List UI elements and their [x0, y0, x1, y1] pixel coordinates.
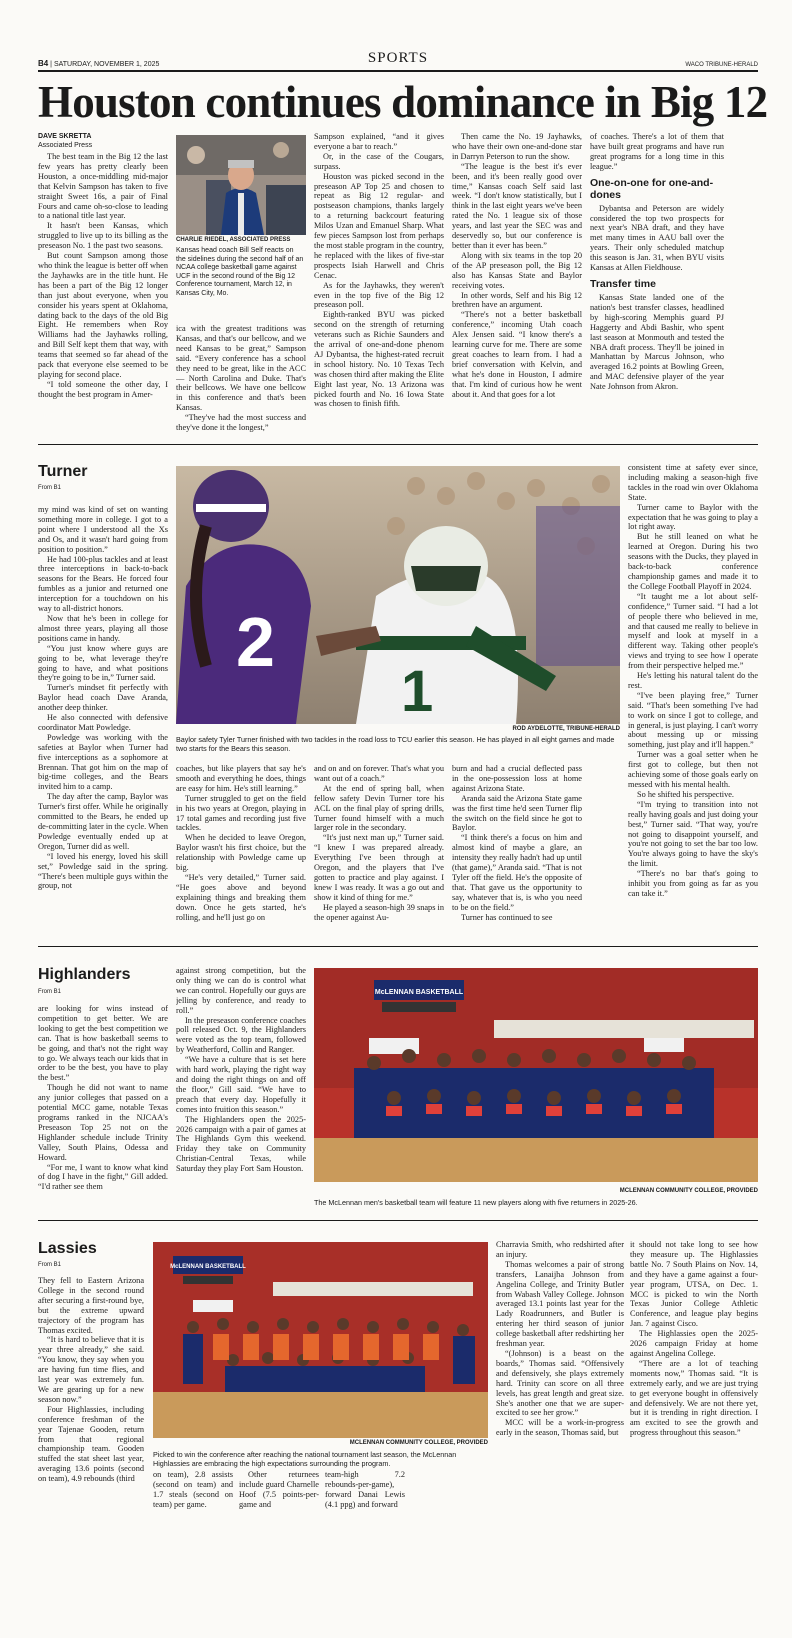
lead-headline: Houston continues dominance in Big 12	[38, 77, 768, 127]
lassies-photo-caption: Picked to win the conference after reaching the national tournament last season, the McLennan Highlassies are embracing the high expectations surrounding the program.	[153, 1450, 457, 1468]
paragraph: on team), 2.8 assists (second on team) and 1.7 steals (second on team) per game.	[153, 1470, 233, 1509]
lead-column-3	[314, 132, 444, 434]
paragraph: The Highlassies open the 2025-2026 campaign Friday at home against Angelina College.	[630, 1329, 758, 1358]
paragraph: Turner struggled to get on the field in his two years at Oregon, playing in 17 total games and recording just five tackles.	[176, 793, 306, 833]
paragraph: Powledge was working with the safeties at Baylor when Turner had five interceptions as a sophomore at Brennan. That got him on the map of big-time colleges, and the Bears invited him to a camp.	[38, 732, 168, 792]
section-divider	[38, 1220, 758, 1221]
paragraph: But count Sampson among those who think the league is better off when the Jayhawks are in the title hunt. He has been a part of the Big 12 longer than just about everyone, when you consider his years spent at Oklahoma, dating back to the days of the old Big Eight. He remembers when Roy Williams had the Jayhawks rolling, and Bill Self kept them that way, with teams that seemed so far ahead of the pack that everyone else seemed to be playing for second place.	[38, 251, 168, 379]
paragraph: coaches, but like players that say he's smooth and everything he does, things are easy for him. He's still learning.”	[176, 764, 306, 793]
byline-name: DAVE SKRETTA	[38, 133, 92, 140]
coach-photo-illustration	[176, 135, 306, 235]
paragraph: Turner was a goal setter when he first got to college, but then not achieving some of those goals early on messed with his mental health.	[628, 750, 758, 789]
turner-photo	[176, 466, 620, 724]
paragraph: It hasn't been Kansas, which struggled to live up to its billing as the preseason No. 1 the past two seasons.	[38, 221, 168, 251]
lead-photo-credit: CHARLIE RIEDEL, ASSOCIATED PRESS	[176, 237, 291, 243]
paragraph: In other words, Self and his Big 12 brethren have an argument.	[452, 290, 582, 310]
paragraph: “We have a culture that is set here with hard work, playing the right way and doing the right things on and off the floor,” Gill said. “We have to preach that every day. Hopefully it comes into fruition this season.”	[176, 1055, 306, 1114]
turner-column-1	[38, 505, 168, 937]
page-number: B4	[38, 59, 49, 68]
svg-text:1: 1	[401, 659, 434, 724]
lassies-column-4	[325, 1470, 405, 1638]
lead-column-5	[590, 132, 724, 434]
paragraph: Charravia Smith, who redshirted after an injury.	[496, 1240, 624, 1259]
paragraph: Turner came to Baylor with the expectation that he was going to play a lot right away.	[628, 502, 758, 532]
paragraph: are looking for wins instead of competition to get better. We are looking to get the best competition we can. That is how basketball seems to be going, and that's not the right way to go. We always teach our kids that in order to be the best, you have to play the best.”	[38, 1004, 168, 1083]
lassies-team-photo	[153, 1242, 488, 1438]
paragraph: MCC will be a work-in-progress early in the season, Thomas said, but	[496, 1418, 624, 1438]
paragraph: Turner's mindset fit perfectly with Baylor head coach Dave Aranda, another deep thinker.	[38, 683, 168, 713]
paragraph: Dybantsa and Peterson are widely considered the top two prospects for next year's NBA draft, and they have met many times in AAU ball over the years. Their only scheduled matchup this season is Jan. 31, when BYU visits Kansas at Allen Fieldhouse.	[590, 203, 724, 273]
lassies-column-1	[38, 1276, 144, 1638]
highlanders-photo-credit: MCLENNAN COMMUNITY COLLEGE, PROVIDED	[619, 1188, 758, 1194]
paragraph: But he still leaned on what he learned at Oregon. During his two seasons with the Ducks, they played in back-to-back conference championship games and made it to the College Football Playoff in 2024.	[628, 532, 758, 591]
section-name: SPORTS	[367, 50, 429, 66]
paragraph: Four Highlassies, including conference freshman of the year Tajenae Gooden, return from that regional championship team. Gooden stuffed the stat sheet last year, averaging 13.6 points (second on team), 4.9 rebounds (third	[38, 1404, 144, 1484]
highlanders-team-photo	[314, 968, 758, 1182]
turner-column-5	[628, 463, 758, 937]
turner-column-2	[176, 764, 306, 937]
paragraph: Kansas State landed one of the nation's best transfer classes, headlined by high-scoring Memphis guard PJ Haggerty and Abdi Bashir, who spent last season at Monmouth and tested the NBA draft process. They'll be joined in Manhattan by Marcus Johnson, who averaged 16.2 points at Bowling Green, and MAC defensive player of the year Nate Johnson from Akron.	[590, 292, 724, 392]
paragraph: The best team in the Big 12 the last few years has pretty clearly been Houston, a once-middling mid-major that Kelvin Sampson has taken to five straight Sweet 16s, a pair of Final Fours and came oh-so-close to leading to a national title last year.	[38, 152, 168, 221]
paragraph: Though he did not want to name any junior colleges that passed on a potential MCC game, notable Texas programs ranked in the NJCAA's Preseason Top 25 not on the Highlander schedule include Trinity Valley, South Plains, Odessa and Howard.	[38, 1083, 168, 1162]
folio-rule	[38, 70, 758, 72]
paragraph: Or, in the case of the Cougars, surpass.	[314, 151, 444, 171]
paragraph: “I've been playing free,” Turner said. “That's been something I've had to work on since I got to college, and in general, is just playing. I can't worry about messing up or missing something, just play and it'll happen.”	[628, 690, 758, 750]
section-divider	[38, 444, 758, 445]
paragraph: and on and on forever. That's what you want out of a coach.”	[314, 764, 444, 783]
mens-team-photo-illustration	[314, 968, 758, 1182]
paragraph: “I think there's a focus on him and almost kind of maybe a glare, an intensity they really hadn't had up until (that game),” Aranda said. “That is not Tyler off the field. He's the opposite of that. That gave us the opportunity to say, whatever that is, is who you need to be on the field.”	[452, 833, 582, 912]
paragraph: He had 100-plus tackles and at least three interceptions in back-to-back seasons for the Bears. He forced four fumbles as a junior and returned one interception for a touchdown on his way to all-district honors.	[38, 554, 168, 614]
lead-photo	[176, 135, 306, 235]
paragraph: team-high 7.2 rebounds-per-game), forward Danai Lewis (4.1 ppg) and forward	[325, 1470, 405, 1509]
paragraph: In the preseason conference coaches poll released Oct. 9, the Highlanders were voted as the top team, followed by Weatherford, Collin and Ranger.	[176, 1015, 306, 1055]
paragraph: consistent time at safety ever since, including making a season-high five tackles in the road win over Oklahoma State.	[628, 463, 758, 502]
paragraph: “(Johnson) is a beast on the boards,” Thomas said. “Offensively and defensively, she plays extremely hard. Trinity can score on all three levels, has great length and great size. She's another one that we are super-excited to see her grow.”	[496, 1348, 624, 1418]
lassies-from: From B1	[38, 1262, 62, 1268]
turner-photo-caption: Baylor safety Tyler Turner finished with two tackles in the road loss to TCU earlier this season. He has played in all eight games and made two starts for the Bears this season.	[176, 735, 615, 753]
paragraph: “There's no bar that's going to inhibit you from going as far as you can take it.”	[628, 869, 758, 898]
womens-team-photo-illustration	[153, 1242, 488, 1438]
paragraph: The Highlanders open the 2025-2026 campaign with a pair of games at The Highlands Gym this weekend. Friday they take on Community Christian-Central Texas, while Saturday they play Fort Sam Houston.	[176, 1114, 306, 1174]
lassies-column-2	[153, 1470, 233, 1638]
paragraph: “You just know where guys are going to be, what leverage they're going to have, and what positions they're going to be in,” Turner said.	[38, 643, 168, 683]
highlanders-jump-head: Highlanders	[38, 966, 131, 983]
paragraph: He played a season-high 39 snaps in the opener against Au-	[314, 902, 444, 922]
paragraph: “There's not a better basketball conference,” incoming Utah coach Alex Jensen said. “I know there's a learning curve for me. There are some great coaches to learn from. I had a brief conversation with Kelvin, and what he's done in Houston, I admire that. I'm kind of curious how he went about it. And that goes for a lot	[452, 310, 582, 399]
paragraph: Eighth-ranked BYU was picked second on the strength of returning veterans such as Richie Saunders and the arrival of one-and-done phenom AJ Dybantsa, the highest-rated recruit in school history. No. 10 Texas Tech was chosen third after making the Elite Eight last year, No. 13 Arizona was picked fourth and No. 16 Iowa State was chosen to finish fifth.	[314, 310, 444, 409]
subhead-one-and-dones: One-on-one for one-and-dones	[590, 176, 714, 201]
lassies-column-5	[496, 1240, 624, 1638]
svg-text:2: 2	[236, 603, 275, 681]
football-action-photo	[176, 466, 620, 724]
section-divider	[38, 946, 758, 947]
paragraph: “The league is the best it's ever been, and it's been really good over time,” Kansas coach Self said last week. “I don't know statistically, but I think in the last eight years we've been rated the No. 1 league six of those years, and last year the SEC was and deservedly so, but our conference is better than it ever has been.”	[452, 161, 582, 250]
turner-column-4	[452, 764, 582, 937]
lead-column-4	[452, 132, 582, 434]
paragraph: The day after the camp, Baylor was Turner's first offer. While he originally committed to the Bears, he ended up de-committing later in the cycle. When Powledge eventually ended up at Oregon, Turner did as well.	[38, 792, 168, 851]
lead-column-2	[176, 324, 306, 434]
gym-banner-text: McLENNAN BASKETBALL	[170, 1264, 246, 1270]
lassies-photo-credit: MCLENNAN COMMUNITY COLLEGE, PROVIDED	[349, 1440, 488, 1446]
lassies-column-6	[630, 1240, 758, 1638]
turner-photo-credit: ROD AYDELOTTE, TRIBUNE-HERALD	[512, 726, 620, 732]
lassies-column-3	[239, 1470, 319, 1638]
paragraph: “I told someone the other day, I thought the best program in Amer-	[38, 379, 168, 399]
paragraph: As for the Jayhawks, they weren't even in the top five of the Big 12 preseason poll.	[314, 280, 444, 310]
paragraph: Houston was picked second in the preseason AP Top 25 and chosen to repeat as Big 12 regular- and postseason champions, thanks largely to a returning backcourt featuring Milos Uzan and Emanuel Sharp. What few pieces Sampson lost from perhaps the most stable program in the country, he replaced with the likes of five-star prospects Isiah Harwell and Chris Cenac.	[314, 171, 444, 280]
paragraph: ica with the greatest traditions was Kansas, and that's our bellcow, and we need Kansas to be great,” Sampson said. “Every conference has a school they need to be great, like in the ACC — North Carolina and Duke. That's their bellcows. We have one bellcow in this conference and that's been Kansas.	[176, 324, 306, 413]
lead-column-1	[38, 132, 168, 432]
paragraph: “I loved his energy, loved his skill set,” Powledge said in the spring. “There's been multiple guys within the group, not	[38, 851, 168, 891]
paragraph: of coaches. There's a lot of them that have built great programs and have run great programs for a long time in this league.”	[590, 132, 724, 171]
gym-banner-text: McLENNAN BASKETBALL	[374, 989, 464, 996]
paragraph: “It taught me a lot about self-confidence,” Turner said. “I had a lot of people there who believed in me, and that caused me really to believe in myself and look at myself in a different way. Taking other people's views and trying to see how I operate from their perspective helped me.”	[628, 591, 758, 671]
paragraph: Now that he's been in college for almost three years, playing all those positions came in handy.	[38, 613, 168, 643]
paragraph: “It's just next man up,” Turner said. “I knew I was prepared already. Everything I've been through at Oregon, and the players that I've gotten to practice and play against. I knew I was ready. It was a go out and show it kind of thing for me.”	[314, 833, 444, 902]
folio-bar: B4 | SATURDAY, NOVEMBER 1, 2025 SPORTS WACO TRIBUNE-HERALD	[38, 50, 758, 68]
paragraph: Along with six teams in the top 20 of the AP preseason poll, the Big 12 also has Kansas State and Baylor receiving votes.	[452, 250, 582, 290]
paragraph: “There are a lot of teaching moments now,” Thomas said. “It is extremely early, and we are just trying to get everyone bought in offensively and defensively. We are not there yet, but it is trending in right direction. I am excited to see the growth and progress throughout this season.”	[630, 1358, 758, 1438]
paragraph: He's letting his natural talent do the rest.	[628, 671, 758, 690]
highlanders-from: From B1	[38, 989, 62, 995]
paragraph: He also connected with defensive coordinator Matt Powledge.	[38, 713, 168, 732]
paragraph: Aranda said the Arizona State game was the first time he'd seen Turner flip the switch on the field since he got to Baylor.	[452, 793, 582, 833]
turner-from: From B1	[38, 485, 62, 491]
paragraph: When he decided to leave Oregon, Baylor wasn't his first choice, but the relationship with Powledge came up big.	[176, 833, 306, 873]
paragraph: At the end of spring ball, when fellow safety Devin Turner tore his ACL on the final play of spring drills, Turner found himself with a much larger role in the secondary.	[314, 783, 444, 833]
highlanders-photo-caption: The McLennan men's basketball team will feature 11 new players along with five returners in 2025-26.	[314, 1198, 638, 1207]
paragraph: Sampson explained, “and it gives everyone a bar to reach.”	[314, 132, 444, 151]
paper-name: WACO TRIBUNE-HERALD	[685, 62, 758, 68]
lassies-jump-head: Lassies	[38, 1240, 97, 1257]
issue-date: SATURDAY, NOVEMBER 1, 2025	[53, 61, 160, 68]
paragraph: So he shifted his perspective.	[637, 789, 735, 799]
lead-photo-caption: Kansas head coach Bill Self reacts on the sidelines during the second half of an NCAA college basketball game against UCF in the second round of the Big 12 Conference tournament, March 12, in Kansas City, Mo.	[176, 247, 304, 297]
paragraph: against strong competition, but the only thing we can do is control what we can control. Hopefully our guys are jelling by conference, and ready to roll.”	[176, 966, 306, 1015]
paragraph: “They've had the most success and they've done it the longest,”	[176, 413, 306, 433]
paragraph: Thomas welcomes a pair of strong transfers, Lanaijha Johnson from Angelina College, and Trinity Butler from Wabash Valley College. Johnson averaged 13.1 points last year for the Lady Roadrunners, and Butler is entering her third season of junior college basketball after redshirting her freshman year.	[496, 1259, 624, 1349]
subhead-transfer-time: Transfer time	[590, 277, 656, 290]
paragraph: “I'm trying to transition into not really having goals and just doing your best,” Turner said. “That way, you're not going to disappoint yourself, and you're not going to set the bar too low. You're always going to have the sky's the limit.	[628, 799, 758, 869]
turner-jump-head: Turner	[38, 463, 88, 480]
paragraph: it should not take long to see how they measure up. The Highlassies battle No. 7 South Plains on Nov. 14, and they have a game against a four-year program, UTSA, on Dec. 1. MCC is picked to win the North Texas Junior College Athletic Conference, and league play begins Jan. 7 against Cisco.	[630, 1240, 758, 1329]
paragraph: “He's very detailed,” Turner said. “He goes above and beyond explaining things and breaking them down. Once he gets started, he's rolling, and he'll just go on	[176, 872, 306, 922]
turner-column-3	[314, 764, 444, 937]
paragraph: “It is hard to believe that it is year three already,” she said. “You know, they say when you are having fun time flies, and last year was extremely fun. We are gearing up for a new season now.”	[38, 1335, 144, 1404]
highlanders-column-2	[176, 966, 306, 1214]
paragraph: burn and had a crucial deflected pass in the one-possession loss at home against Arizona State.	[452, 764, 582, 793]
paragraph: Turner has continued to see	[461, 912, 553, 922]
paragraph: “For me, I want to know what kind of dog I have in the fight,” Gill added. “I'd rather see them	[38, 1162, 168, 1192]
highlanders-column-1	[38, 1004, 168, 1214]
newspaper-page	[38, 0, 768, 1638]
paragraph: my mind was kind of set on wanting something more in college. I got to a point where I understood all the Xs and Os, and it wasn't hard going from position to position.”	[38, 505, 168, 554]
byline-org: Associated Press	[38, 142, 93, 149]
paragraph: Other returnees include guard Charnelle Hoof (7.5 points-per-game and	[239, 1470, 319, 1509]
paragraph: They fell to Eastern Arizona College in the second round after securing a first-round bye, but the extreme upward trajectory of the program has Thomas excited.	[38, 1276, 144, 1335]
paragraph: Then came the No. 19 Jayhawks, who have their own one-and-done star in Darryn Peterson to run the show.	[452, 132, 582, 161]
